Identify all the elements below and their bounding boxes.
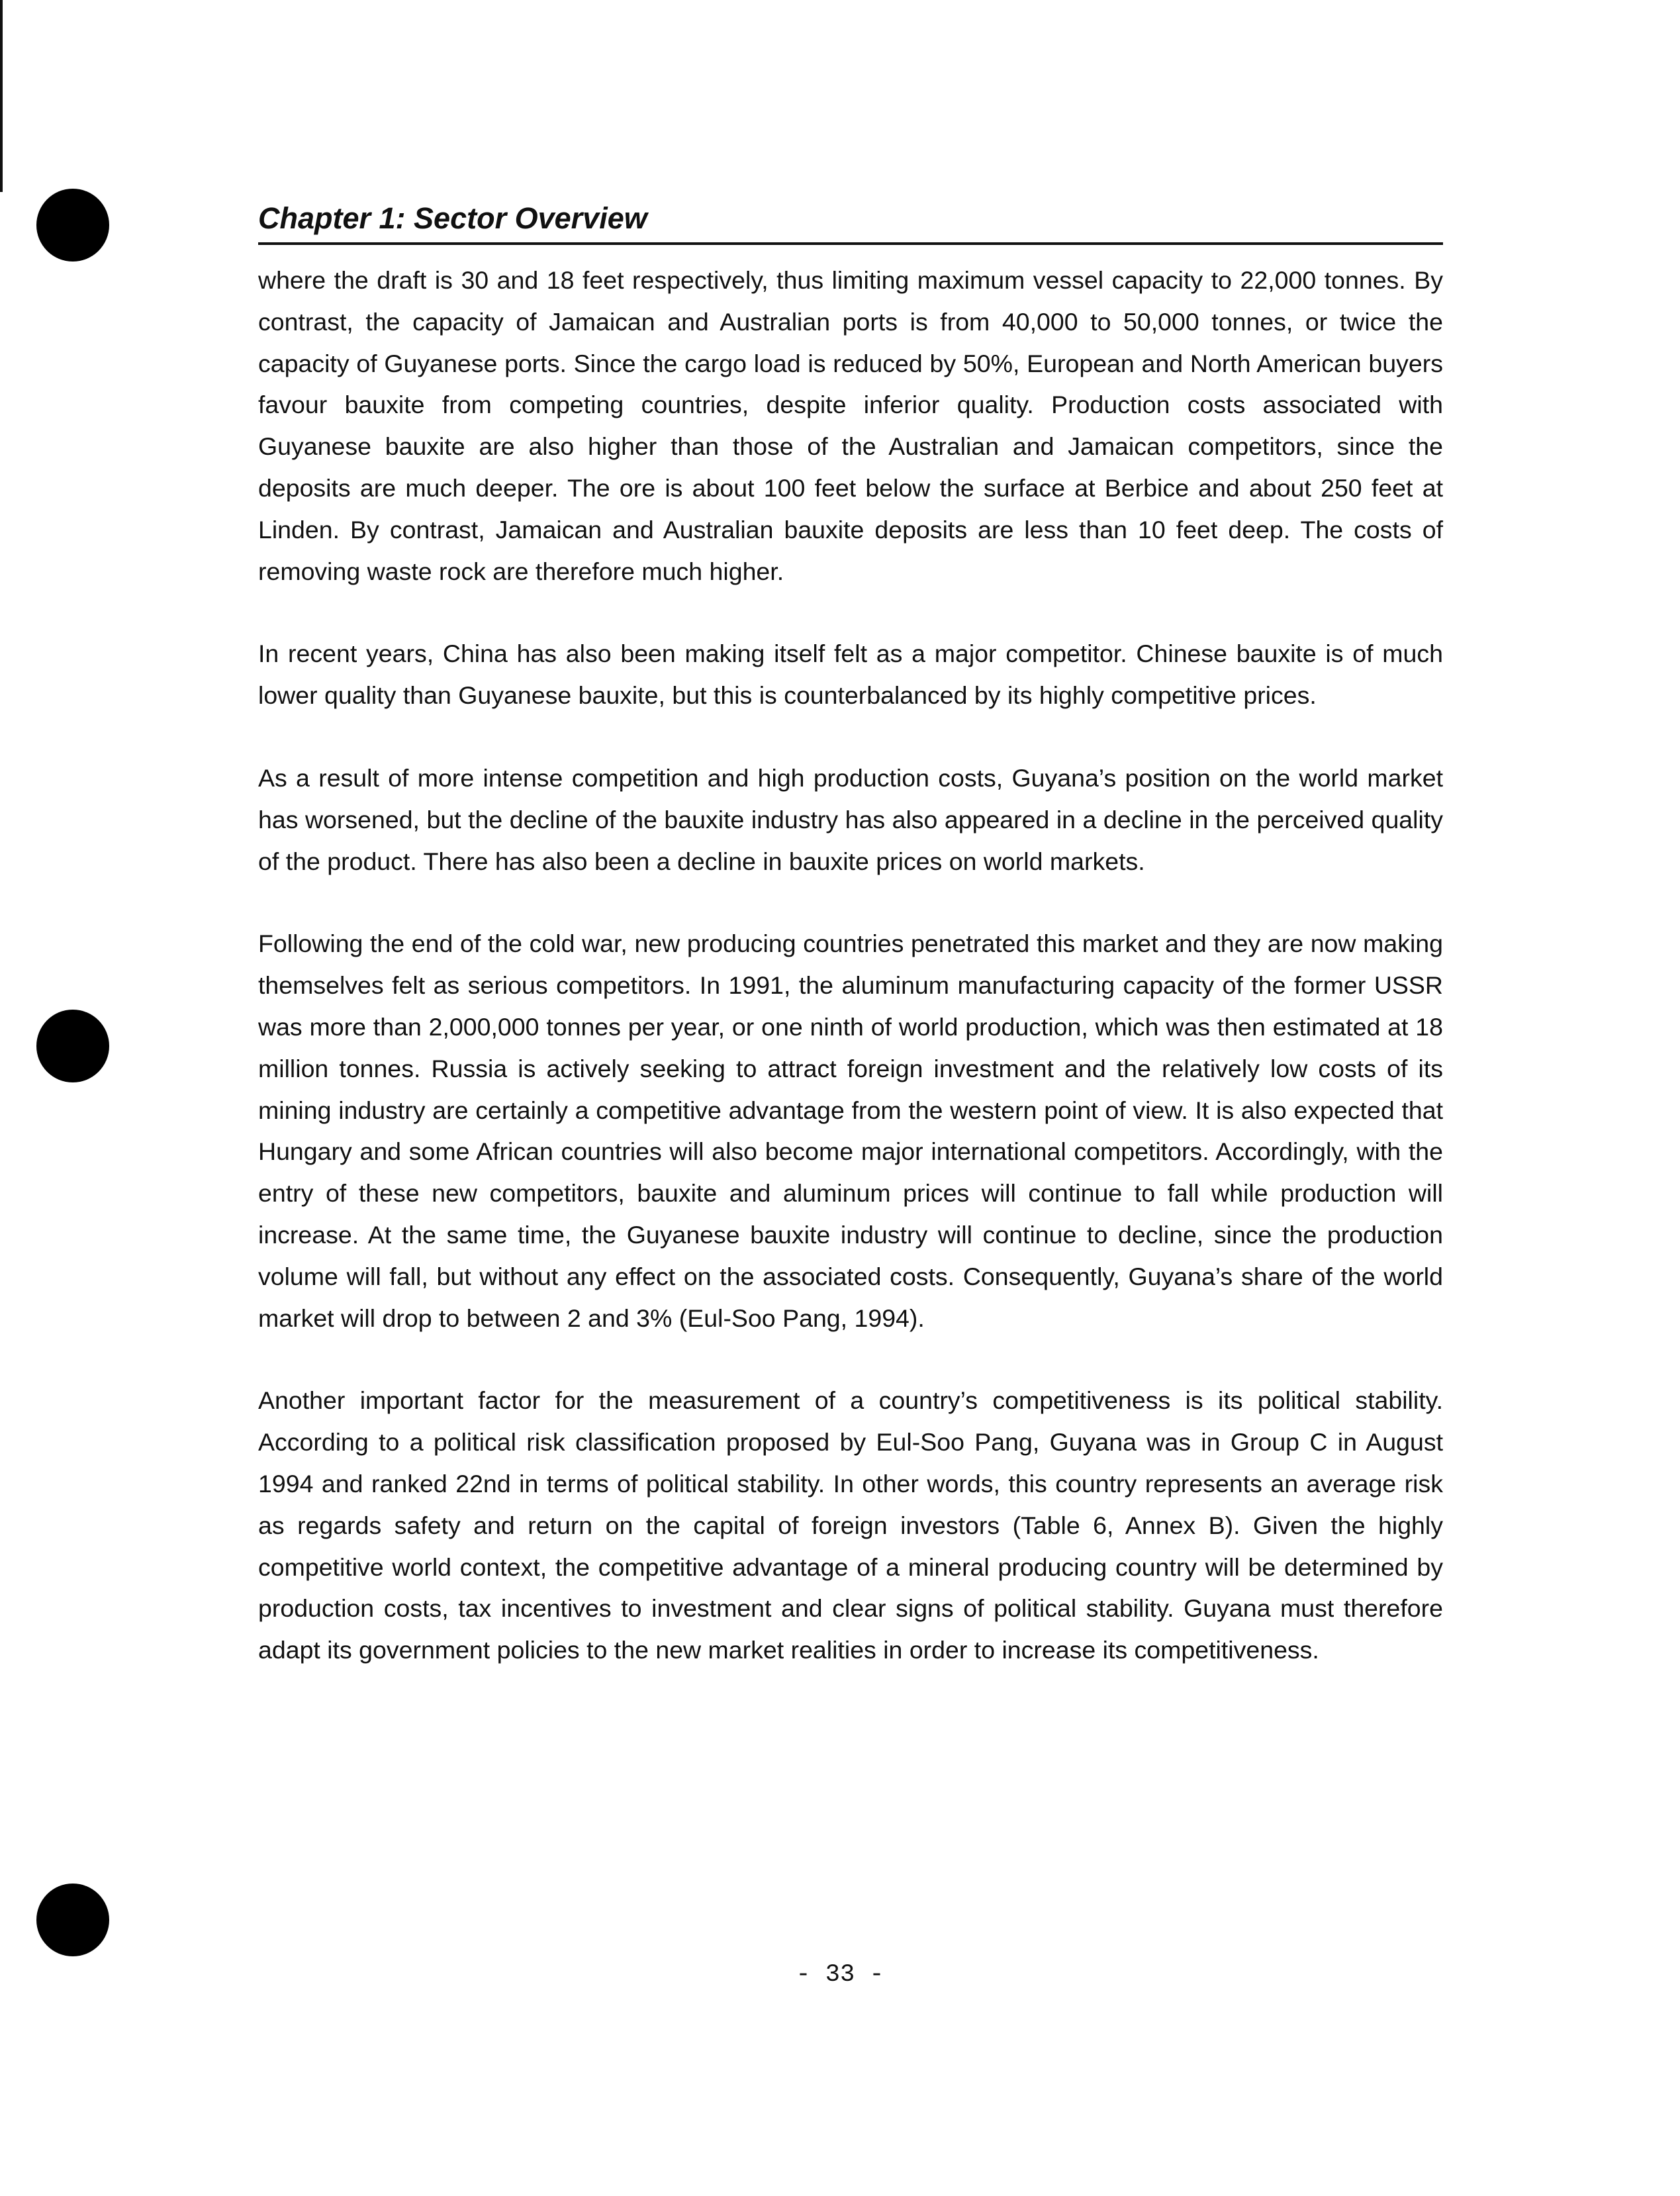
paragraph-china-competitor: In recent years, China has also been making itself felt as a major competitor. Chinese bauxite is of much lower quality than Guyanese bauxite, but this is counterbalanced by its highly competitive prices. — [258, 640, 1443, 710]
chapter-title: Chapter 1: Sector Overview — [258, 199, 1443, 245]
scan-edge-line — [0, 0, 3, 192]
punch-hole-bottom — [36, 1884, 109, 1956]
page-number: - 33 - — [796, 1961, 884, 1989]
paragraph-port-capacity: where the draft is 30 and 18 feet respectively, thus limiting maximum vessel capacity to 22,000 tonnes. By contrast, the capacity of Jamaican and Australian ports is from 40,000 to 50,000 tonnes, or twice the capacity of Guyanese ports. Since the cargo load is reduced by 50%, European and North American buyers favour bauxite from competing countries, despite inferior quality. Production costs associated with Guyanese bauxite are also higher than those of the Australian and Jamaican competitors, since the deposits are much deeper. The ore is about 100 feet below the surface at Berbice and about 250 feet at Linden. By contrast, Jamaican and Australian bauxite deposits are less than 10 feet deep. The costs of removing waste rock are therefore much higher. — [258, 266, 1443, 585]
paragraph-political-stability: Another important factor for the measurement of a country’s competitiveness is its political stability. According to a political risk classification proposed by Eul-Soo Pang, Guyana was in Group C in August 1994 and ranked 22nd in terms of political stability. In other words, this country represents an average risk as regards safety and return on the capital of foreign investors (Table 6, Annex B). Given the highly competitive world context, the competitive advantage of a mineral producing country will be determined by production costs, tax incentives to investment and clear signs of political stability. Guyana must therefore adapt its government policies to the new market realities in order to increase its competitiveness. — [258, 1386, 1443, 1664]
document-page — [258, 199, 1443, 1712]
paragraph-new-producers: Following the end of the cold war, new producing countries penetrated this market and they are now making themselves felt as serious competitors. In 1991, the aluminum manufacturing capacity of the former USSR was more than 2,000,000 tonnes per year, or one ninth of world production, which was then estimated at 18 million tonnes. Russia is actively seeking to attract foreign investment and the relatively low costs of its mining industry are certainly a competitive advantage from the western point of view. It is also expected that Hungary and some African countries will also become major international competitors. Accordingly, with the entry of these new competitors, bauxite and aluminum prices will continue to fall while production will increase. At the same time, the Guyanese bauxite industry will continue to decline, since the production volume will fall, but without any effect on the associated costs. Consequently, Guyana’s share of the world market will drop to between 2 and 3% (Eul-Soo Pang, 1994). — [258, 930, 1443, 1332]
paragraph-market-position: As a result of more intense competition and high production costs, Guyana’s position on the world market has worsened, but the decline of the bauxite industry has also appeared in a decline in the perceived quality of the product. There has also been a decline in bauxite prices on world markets. — [258, 763, 1443, 875]
punch-hole-middle — [36, 1010, 109, 1082]
punch-hole-top — [36, 189, 109, 262]
